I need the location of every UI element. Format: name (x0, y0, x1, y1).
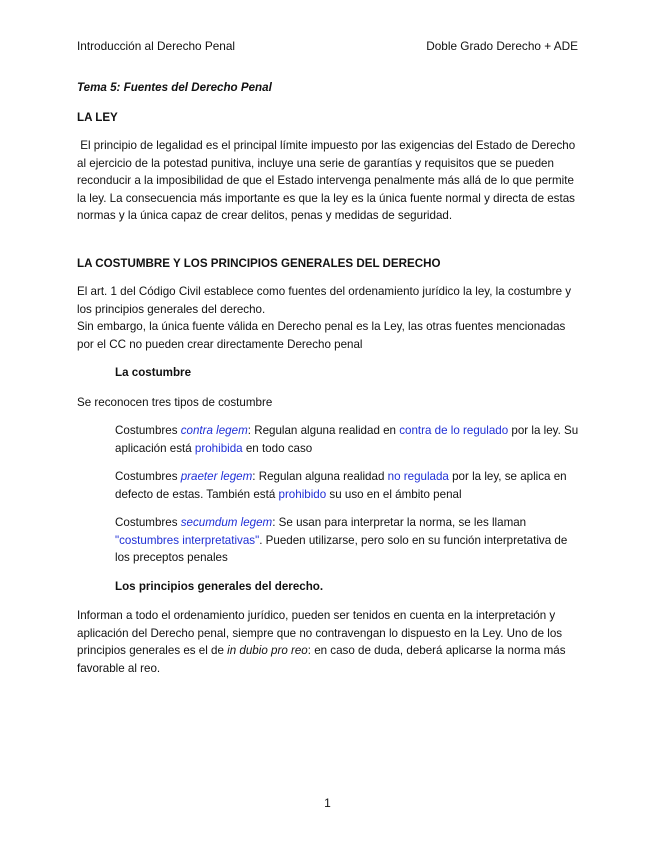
contra-term: contra legem (180, 424, 248, 437)
praeter-text-2: por la ley, se aplica en defecto de estas. También está (115, 470, 567, 501)
paragraph-codigo-civil: El art. 1 del Código Civil establece como fuentes del ordenamiento jurídico la ley, la costumbre y los principios generales del derecho. (77, 285, 572, 316)
secumdum-highlight-1: "costumbres interpretativas" (115, 533, 260, 547)
principios-italic: in dubio pro reo (227, 644, 308, 657)
list-item-contra-legem (77, 422, 582, 457)
subheading-principios: Los principios generales del derecho. (115, 579, 324, 593)
page-number: 1 (324, 796, 331, 810)
header-degree: Doble Grado Derecho + ADE (426, 39, 578, 53)
praeter-text-1: : Regulan alguna realidad (252, 470, 388, 483)
secumdum-prefix: Costumbres (115, 516, 181, 529)
header-course-title: Introducción al Derecho Penal (77, 39, 236, 53)
section-heading-costumbre: LA COSTUMBRE Y LOS PRINCIPIOS GENERALES DEL DERECHO (77, 256, 441, 270)
contra-prefix: Costumbres (115, 424, 181, 437)
praeter-text-3: su uso en el ámbito penal (326, 487, 462, 501)
secumdum-text-1: : Se usan para interpretar la norma, se les llaman (272, 516, 527, 529)
secumdum-text-2: . Pueden utilizarse, pero solo en su función interpretativa de los preceptos penales (115, 533, 568, 564)
subheading-costumbre: La costumbre (115, 366, 192, 379)
document-body (77, 79, 582, 677)
list-item-secumdum-legem (77, 514, 582, 567)
praeter-prefix: Costumbres (115, 470, 181, 483)
section-heading-ley: LA LEY (77, 110, 118, 124)
contra-text-3: en todo caso (242, 441, 313, 455)
secumdum-term: secumdum legem (180, 516, 273, 529)
contra-highlight-1: contra de lo regulado (399, 424, 509, 437)
principios-text-2: : en caso de duda, deberá aplicarse la norma más favorable al reo. (77, 644, 566, 675)
contra-text-1: : Regulan alguna realidad en (247, 424, 400, 437)
principios-text-1: Informan a todo el ordenamiento jurídico, pueden ser tenidos en cuenta en la interpretación y aplicación del Derecho penal, siempre que no contravengan lo dispuesto en la Ley. Uno de los principios generales es el de (77, 609, 563, 657)
list-item-praeter-legem (77, 468, 582, 503)
paragraph-unica-fuente: Sin embargo, la única fuente válida en Derecho penal es la Ley, las otras fuentes mencionadas por el CC no pueden crear directamente Derecho penal (77, 320, 566, 351)
paragraph-principios (77, 607, 582, 677)
praeter-term: praeter legem (180, 470, 253, 483)
praeter-highlight-2: prohibido (278, 487, 327, 501)
contra-highlight-2: prohibida (194, 441, 243, 455)
topic-title: Tema 5: Fuentes del Derecho Penal (77, 81, 272, 94)
paragraph-ley: El principio de legalidad es el principal límite impuesto por las exigencias del Estado de Derecho al ejercicio de la potestad punitiva, incluye una serie de garantías y requisitos que se pueden reconducir a la imposibilidad de que el Estado intervenga penalmente más allá de lo que permite la ley. La consecuencia más importante es que la ley es la única fuente normal y directa de estas normas y la única capaz de crear delitos, penas y medidas de seguridad. (77, 139, 579, 222)
contra-text-2: por la ley. Su aplicación está (115, 424, 579, 455)
praeter-highlight-1: no regulada (387, 470, 449, 483)
costumbre-types-intro: Se reconocen tres tipos de costumbre (77, 395, 273, 409)
